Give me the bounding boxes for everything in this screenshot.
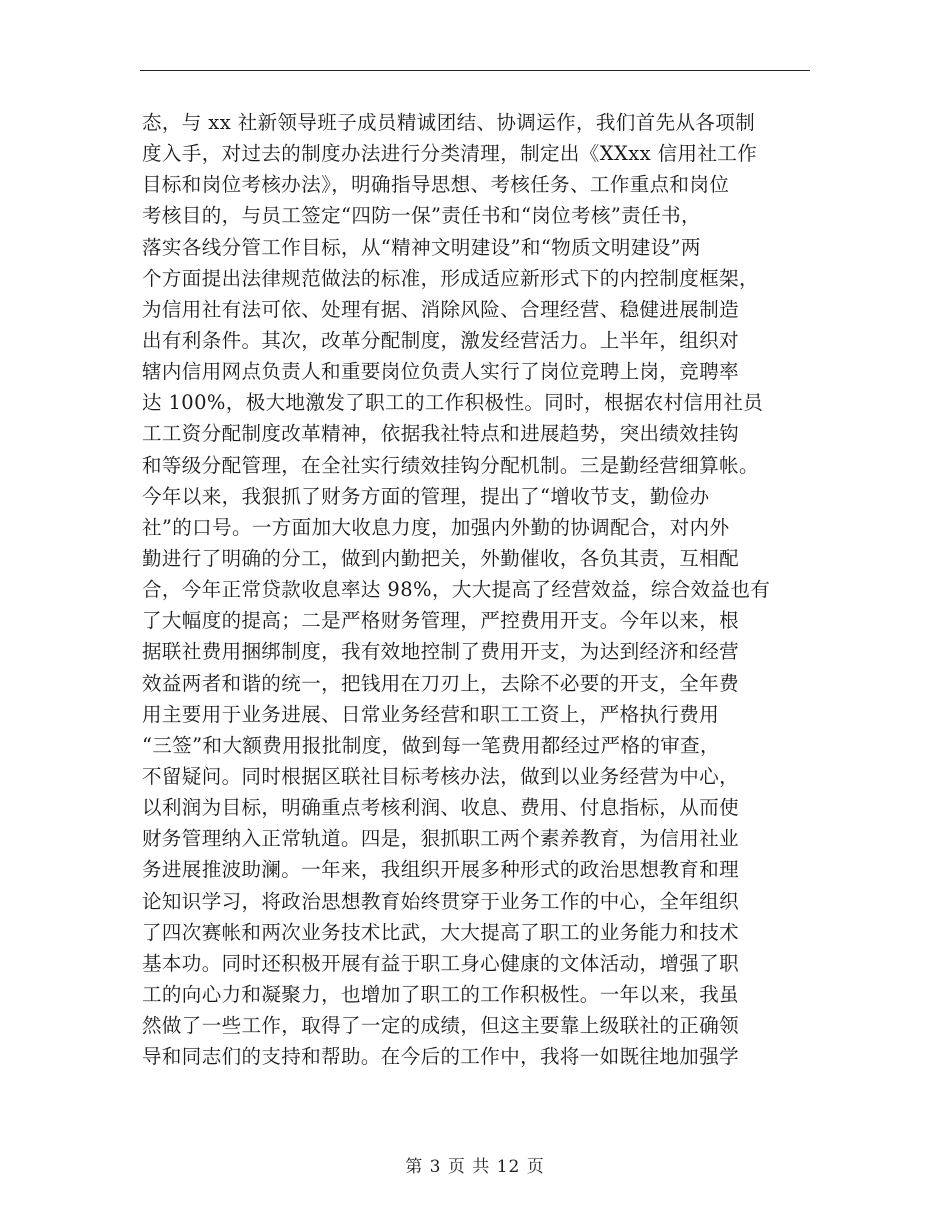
text-line: 论知识学习，将政治思想教育始终贯穿于业务工作的中心，全年组织: [142, 889, 740, 913]
text-line: 工工资分配制度改革精神，依据我社特点和进展趋势，突出绩效挂钩: [142, 422, 740, 446]
text-line: 和等级分配管理，在全社实行绩效挂钩分配机制。三是勤经营细算帐。: [142, 453, 759, 477]
body-text: [142, 107, 822, 1072]
text-line: 社”的口号。一方面加大收息力度，加强内外勤的协调配合，对内外: [142, 515, 730, 539]
text-line: 勤进行了明确的分工，做到内勤把关，外勤催收，各负其责，互相配: [142, 546, 740, 570]
text-line: 个方面提出法律规范做法的标准，形成适应新形式下的内控制度框架，: [142, 266, 759, 290]
text-line: 合，今年正常贷款收息率达 98%，大大提高了经营效益，综合效益也有: [142, 578, 771, 602]
text-line: 用主要用于业务进展、日常业务经营和职工工资上，严格执行费用: [142, 702, 720, 726]
text-line: 度入手，对过去的制度办法进行分类清理，制定出《XXxx 信用社工作: [142, 142, 758, 166]
text-line: 了大幅度的提高；二是严格财务管理，严控费用开支。今年以来，根: [142, 609, 740, 633]
text-line: 辖内信用网点负责人和重要岗位负责人实行了岗位竞聘上岗，竞聘率: [142, 360, 740, 384]
text-line: 基本功。同时还积极开展有益于职工身心健康的文体活动，增强了职: [142, 951, 740, 975]
text-line: 落实各线分管工作目标，从“精神文明建设”和“物质文明建设”两: [142, 235, 701, 259]
text-line: 务进展推波助澜。一年来，我组织开展多种形式的政治思想教育和理: [142, 858, 740, 882]
text-line: 然做了一些工作，取得了一定的成绩，但这主要靠上级联社的正确领: [142, 1014, 740, 1038]
text-line: “三签”和大额费用报批制度，做到每一笔费用都经过严格的审查，: [142, 733, 720, 757]
text-line: 了四次赛帐和两次业务技术比武，大大提高了职工的业务能力和技术: [142, 920, 740, 944]
page-number-footer: 第 3 页 共 12 页: [405, 1157, 545, 1177]
text-line: 达 100%，极大地激发了职工的工作积极性。同时，根据农村信用社员: [142, 391, 764, 415]
text-line: 效益两者和谐的统一，把钱用在刀刃上，去除不必要的开支，全年费: [142, 671, 740, 695]
text-line: 出有利条件。其次，改革分配制度，激发经营活力。上半年，组织对: [142, 328, 740, 352]
text-line: 考核目的，与员工签定“四防一保”责任书和“岗位考核”责任书，: [142, 204, 701, 228]
text-line: 为信用社有法可依、处理有据、消除风险、合理经营、稳健进展制造: [142, 297, 740, 321]
text-line: 财务管理纳入正常轨道。四是，狠抓职工两个素养教育，为信用社业: [142, 827, 740, 851]
text-line: 态，与 xx 社新领导班子成员精诚团结、协调运作，我们首先从各项制: [142, 111, 756, 134]
text-line: 目标和岗位考核办法》，明确指导思想、考核任务、工作重点和岗位: [142, 173, 730, 197]
text-line: 工的向心力和凝聚力，也增加了职工的工作积极性。一年以来，我虽: [142, 982, 740, 1006]
text-line: 今年以来，我狠抓了财务方面的管理，提出了“增收节支，勤俭办: [142, 484, 710, 508]
text-line: 导和同志们的支持和帮助。在今后的工作中，我将一如既往地加强学: [142, 1045, 740, 1069]
text-line: 以利润为目标，明确重点考核利润、收息、费用、付息指标，从而使: [142, 796, 740, 820]
text-line: 据联社费用捆绑制度，我有效地控制了费用开支，为达到经济和经营: [142, 640, 740, 664]
text-line: 不留疑问。同时根据区联社目标考核办法，做到以业务经营为中心，: [142, 764, 740, 788]
header-rule: [140, 70, 810, 71]
